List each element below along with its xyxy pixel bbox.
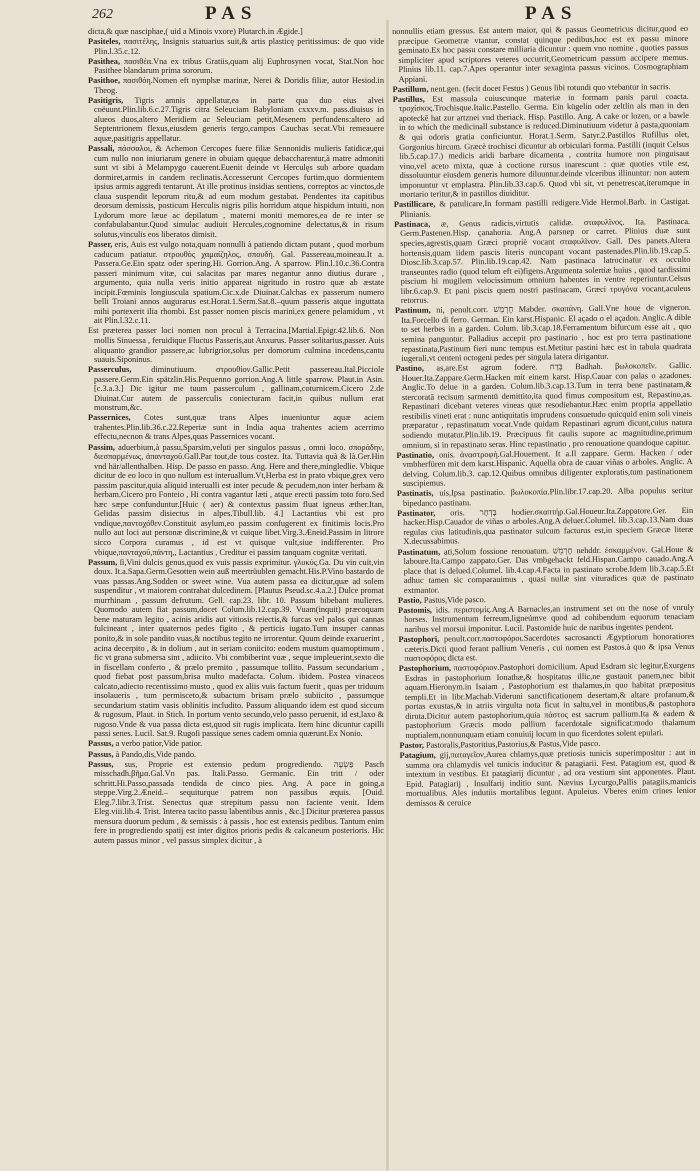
entry-headword: Pastophori, — [398, 634, 440, 644]
dictionary-entry — [88, 326, 384, 364]
dictionary-entry — [88, 760, 384, 846]
dictionary-entry — [393, 92, 690, 200]
entry-headword: Pasithea, — [88, 56, 121, 66]
entry-text: aduerbium,à passu,Sparsim,veluti per singulos passus , omni loco. σποράδην, διεσπαρμένως, ἁπανταχοῦ.Gall.Par tout,de tous costez. Ita. Tuttavia quà & là.Ger.Hin vnd här/allenthalben. Hisp. De passo en passo. Ang. Here and there,mingledlie. Vbique dicitur de eo loco in quo nullum est interuallum.Vt,Herba est in prato vbique,grex vero passim pascitur,quia aliquid interualli est inter pecude & pecudem,non inter herbam & herbam.Cicero pro Fonteio , Hi contra vagantur læti , atque erecti passim toto foro.Sed hæc sæpe confunduntur.[Huic ( aer) & contextus passim fluat igneus æther.Itan, Gelidas passim disiectus in alpes.Tibull.lib. 4.] Lactantius vbi est pro vndique,παντοχόθεν.Constituit asylum,eo passim confugerent ex finitimis locis.Pro nullo aut loci aut personæ discrimine,& vt cuique libet.Virg.3.Æneid.Passim in litrore sicco Corpora curamus , id est vt quisque vult,siue indifferenter. Pro vbique,πανταχοῦ,πάντη,, Lactantius , Creditur ei passim tanquam cognitæ veritati. — [94, 442, 384, 557]
entry-text: à Pando,dis,Vide pando. — [115, 749, 197, 759]
dictionary-entry — [88, 57, 384, 76]
entry-text: onis. ἀναστροφὴ.Gal.Houement. It a.Il zappare. Germ. Hacken / oder vmbherfüren mit dem karst.Hispanic. Aquella obra de cauar viñas o arboles. Anglic. A delving. Colum.lib.3. cap.12.Quibus omnibus diligenter exploratis,tum pastinationem suscipiemus. — [402, 447, 693, 489]
dictionary-entry — [88, 558, 384, 739]
dictionary-entry — [398, 632, 694, 664]
dictionary-entry — [88, 76, 384, 95]
dictionary-entry — [395, 303, 692, 363]
running-title-left: PAS — [205, 3, 258, 24]
entry-headword: Passus, — [88, 759, 114, 769]
entry-headword: Passernices, — [88, 413, 131, 423]
entry-text: & patulicare,In formam pastilli redigere.Vide Hermol.Barb. in Castigat. Plinianis. — [399, 197, 690, 219]
entry-text: nent.gen. (fecit docet Festus ) Genus libi rotundi quo vtebantur in sacris. — [430, 81, 671, 94]
left-column — [88, 27, 384, 1162]
entry-text: Cotes sunt,quæ trans Alpes inueniuntur aquæ aciem trahentes.Plin.lib.36.c.22.Reperiæ sunt in India aqua trahentes aciem acerrimo effectu,necnon & trans Alpes,quas Passernices vocant. — [94, 413, 384, 442]
dictionary-entry — [394, 197, 690, 219]
entry-text: idis. περιστομίς.Ang.A Barnacles,an instrument set on the nose of vnruly horses. Instrumentum ferreum,ligneúmve quod ad cohibendum equorum tenaciam naribus vel morsui imponitur. Lucil. Pastomide huic de naribus ingentes pendent. — [404, 602, 695, 634]
entry-headword: Pastinatum, — [397, 547, 441, 557]
entry-headword: Pastillicare, — [393, 199, 436, 210]
entry-text: Est præterea passer loci nomen non procul à Terracina.[Martial.Epigr.42.lib.6. Non mollis Sinuessa , feruidique Fluctus Passeris,aut Anxurus. Passer solitarius,passer. Auis aliquanto grandior passere,ac lubrigrior,solus per domorum culmina incedens,cantu suauis.Siponinus. — [88, 326, 384, 365]
entry-headword: Passus, — [88, 739, 114, 749]
dictionary-entry — [397, 544, 693, 595]
entry-headword: Pastillum, — [392, 84, 429, 94]
entry-headword: Passus, — [88, 749, 114, 759]
dictionary-entry — [88, 443, 384, 558]
entry-headword: Passer, — [88, 240, 113, 250]
entry-headword: Pastino, — [395, 363, 424, 374]
entry-headword: Pastillus, — [392, 94, 425, 104]
entry-text: uis,Ipsa pastinatio. βωλοκοπία.Plin.libr.17.cap.20. Alba populus seritur bipedanco pastinatu. — [402, 486, 693, 508]
entry-headword: Passim, — [88, 442, 115, 452]
entry-text: Tigris amnis appellatur,ea in parte qua duo eius alvei coëuunt.Plin.lib.6.c.27.Tigris citra Seleuciam Babyloniam cxxxv.m. pass.diuisus in alueos duos,altero Meridiem ac Seleuciam petit,Mesenem perfundens:altero ad Septentrionem flexus,eiusdem generis tergo,campos Cauchas secat.Vbi remeauere aquæ,pasitigris appellatur. — [94, 95, 384, 144]
dictionary-entry — [394, 217, 691, 306]
dictionary-entry — [397, 486, 693, 508]
entry-headword: Pastinum, — [394, 305, 431, 316]
right-column — [392, 24, 700, 1162]
dictionary-entry — [396, 447, 692, 488]
entry-headword: Patagium, — [399, 750, 436, 760]
entry-headword: Pasitigris, — [88, 95, 124, 105]
entry-headword: Passerculus, — [88, 365, 132, 375]
dictionary-entry — [88, 144, 384, 239]
dictionary-entry — [88, 96, 384, 144]
column-gutter — [386, 20, 389, 1170]
entry-text: ſi,Vini dulcis genus,quod ex vuis passis exprimitur. γλυκύς.Ga. Du vin cuit,vin doux. It.a.Sapa.Germ.Gesotten wein auß meertrüublen gemacht.His.P.Vino bastardo de vuas passas.Ang.Sodden or sweet wine. Vua autem passa ea dicitur,quæ ad solem suspenditur , vt maiorem contrahat dulcedinem. [Plautus Pseud.sc.4.a.2.] Dulce promat murrhinam , passum defrutum. Gell. cap.23. libr. 10. Passum bibebant mulieres. Quomodo autem fiat passum,docet Colum.lib.12.cap.39. Vuam(inquit) præcoquam bene maturam legito , acinis aridis aut vitiosis reiectis,& furcas vel palos qui cannas fulcineant , inter quaternos pedes figito , & perticis iugato.Tum insuper cannas ponito,& in sole pandito vuas,& noctibus tegito ne irrorentur. Quum deinde exaruerint , acina decerpito , & in dolium , aut in seriam coniicito: eodem mustum quamoptimum , fic vt grana submersa sint , adiicito. Vbi combiberint vuæ , seque impleuerint,sexto die in fiscellam conferto , & prælo premito , passumque tollito. Passum secundarium , quod fiebat post passum,brisa multo madefacta. Colum. ibidem. Postea vinaceos calcato,adiecto recentissimo musto , quod ex aliis vuis factum fuerit , quas per triduum insolaueris , tum permisceto,& subactum brisam prælo subiicito , passumque secundarium statim vasis oblinitis includito. Passum aliquando idem est quod siccum & rugosum, Plaut. in Stich. In portum vento secundo,velo passo peruenit, id est,laxo & rugoso.Vnde & vua passa dicta est,quod sit rugis implicata. Item hinc dicuntur capilli passi senes. Lucil. Sat.9. Rugoſi passique senes cadem omnia quærunt.Ex Nonio. — [94, 557, 384, 739]
entry-text: Pastoralis,Pastoritius,Pastorius,& Pastus,Vide pasco. — [425, 738, 601, 750]
dictionary-entry — [88, 240, 384, 326]
entry-headword: Pastinatis, — [396, 488, 434, 499]
entry-text: ni, penult.corr. חֶרְמֵשׁ Mabder. σκαπάνη. Gall.Vne houe de vigneron. Ita.Forcello di ferro. German. Ein karst.Hispanic. El açado o el açadon. Anglic.A dible to set herbes in a garden. Colum. lib.3.cap.18.Ferramentum bifurcum esse ait , quo semina panguntur. Palladius accepit pro pastinario , hoc est pro terra pastinatione repastinata,Pastinum fieri nunc tempus est.Metitur pastini hæc est in tabula quadrata iugerali,vt centeni octogeni pedes per singula latera dirigantur. — [401, 303, 692, 364]
running-title-right: PAS — [525, 3, 578, 24]
entry-text: a verbo patior,Vide patior. — [115, 739, 203, 749]
entry-headword: Pasithoe, — [88, 76, 121, 86]
entry-text: πάσσαλοι, & Achemon Cercopes fuere filiæ Sennonidis mulieris fatidicæ,qui cum nullo non iniuriarum genere in obuiam quęque debaccharentur,à matre admoniti sunt vt sibi à Melampygo cauerent.Euenit deinde vt Herculęs sub arbore quadam dormiret,armis in candem reclinatis.Accesserunt Cercopes furtim,quo dormientem ipsius armis aggredi tentarunt. At ille protinus insidias sentiens, correptos ac vinctos,de claua suspendit leporum ritu,& ad eum modum gestabat. Pendentes ita capitibus deorsum demissis, posticum Herculis nigris pilis horridum atque hispidum intuiti, non Lydorum more læue ac depilatum , materni moniti memores,ea de re inter se confabulabantur.Quod simulac audiuit Hercules,cognomine delectatus,& in risum solutus,vinculis eos liberatos dimisit. — [94, 144, 384, 239]
entry-text: penult.corr.παστοφόροι.Sacerdotes sacrosancti Ægyptiorum honoratiores cæteris.Dicti quod ferant pallium Veneris , cui nomen est Pastos.à quo & ipsa Venus παστοφόρος dicta est. — [404, 631, 695, 663]
dictionary-entry — [88, 413, 384, 442]
entry-headword: Pastio, — [397, 595, 422, 605]
entry-text: gij,παταγεῖον,Aurea chlamys,quæ pretiosis tunicis superimpositur : aut in summa ora chlamydis vel tunicis inducitur & patagiarii. Fest. Patagium est, quod & intextum in vestibus. Et patagiarij dicuntur , ad ora vestium sint apponentes. Plaut. Epid. Patagiarij , Insulfarij inditio sunt. Nævius Lycurgo,Pallis patagiis,manicis mortualibus. Ales indutiis mortalibus legunt. Apuleius. Vberes enim crines lenior demissos & ceruice — [405, 747, 697, 808]
entry-text: παστοφόριον.Pastophori domicilium. Apud Esdram sic legitur,Exurgens Esdras in pastophorium Ionathæ,& hospitatus illic,ne gustauit panem,nec bibit aquam.Hieronym.in Isaiam , Pastophorium est thalamus,in quo habitat præpositus templi.Et in libr.Machab.Videruni sanctificationem desertam,& altare profanum,& portas exustas,& in atriis virgulta nota ficut in saltu,vel in montibus,& pastophora diruta.Dicitur autem pastophorium,quia πάστος est sacrum pallium.Ita & eadem & pastophorium Græcis modo pallium facerdotale significat:modo thalamum nuptialem,nonnunquam etiam conuiuij locum in quo ficerdotes solent epulari. — [404, 660, 696, 740]
dictionary-entry — [88, 739, 384, 749]
entry-text: nonnullis etiam gressus. Est autem maior, qui & passus Geometricus dicitur,quod eo præcipue Geometræ vtantur, constat quinque pedibus,hoc est ex passu minore geminato.Ex hoc passu constare milliaria dicuntur : quem vno nomine , quoties passus simpliciter apud scriptores veteres occurrit,Geometricum passum accipere memus. Plinius lib.11. cap.7.Apes operantur inter sexaginta passus vicinos. Cosmographiam Appiani. — [392, 23, 689, 84]
dictionary-entry — [398, 603, 694, 635]
page-number: 262 — [92, 7, 113, 22]
dictionary-entry — [396, 361, 693, 450]
dictionary-entry — [399, 661, 696, 740]
dictionary-entry — [400, 748, 697, 808]
entry-headword: Pastinator, — [397, 508, 436, 518]
dictionary-entry — [88, 365, 384, 413]
entry-headword: Pastor, — [399, 740, 424, 750]
entry-text: Est massula cuiuscunque materiæ in formam panis parui coacta. τροχίσκος.Trochisque.Italic.Pastello. Germa. Ein kügelin oder zeltlin als man in den apoteckē hat zur artznei vnd theriack. Hisp. Pastillo. Ang. A cake or lozen, or a bawle in to which the medicinall substance is reduced.Diminutiuum videtur à pasta,quoniam & qui odoris gratia conficiuntur. Horat.1.Serm. Satyr.2.Pastillos Rufillus olet, Gorgonius hircum. Græcè trochisci dicuntur ab orbiculari forma. Pastilli (inquit Celsus lib.5.cap.17.) medicis aridi barbare dicamenta , contrita humore non pinguisaut vino,vel aceto mixta, quæ à coctione rursus inarescunt : quæ quoties vtile est, dissoluuntur eiusdem generis humore diluuntur.deinde vlceribus illinuntur: non autem imponuntur vt emplastra. Plin.lib.33.cap.6. Quod vbi sit, vt penetrescat,iterumque in mortario teritur,& in pastillos diuiditur. — [398, 91, 690, 200]
entry-headword: Pastophorium, — [398, 663, 452, 674]
entry-headword: Passali, — [88, 144, 115, 154]
entry-text: eris, Auis est vulgo nota,quam nonnulli à patiendo dictam putant , quod morbum caducum patiatur. στρουθὸς χαμαίζηλος, σπουδὴ. Gal. Passereau,moineau.It a. Passera.Ge.Ein spatz oder spering.Hi. Gorrion.Ang. A sparrow. Plin.l.10.c.36.Contra passeri minimum vitæ, cui salacitas par mares negantur anno diutius durare , argumento, quia nulla veris initio appareat nigritudo in rostro quæ ab æstate incipit.Fœminis longiuscula spatium.Cic.x.de Diuinat.Calchas ex passerum numero belli Troiani annos augurarus est.Horat.1.Serm.Sat.8.–quum passeris atque inguttata mihi portexerit ilia rhombi. Est passer nomen piscis marini,ex genere pelamidum , vt ait Plin.l.32.c.11. — [94, 240, 384, 326]
entry-text: Pastus,Vide pasco. — [423, 594, 486, 605]
dictionary-entry — [392, 24, 689, 84]
entry-headword: Passum, — [88, 557, 118, 567]
dictionary-entry — [88, 37, 384, 56]
entry-headword: Pastinatio, — [396, 450, 435, 460]
dictionary-entry — [397, 506, 693, 547]
entry-text: πασιτέλης, Insignis statuarius suit,& artis plasticę peritissimus: de quo vide Plin.l.35.c.12. — [94, 37, 384, 56]
entry-headword: Pastinaca, — [394, 219, 431, 229]
entry-text: dicta,& quæ nasciphae,( uid a Minois vxore) Plutarch.in Ægide.] — [88, 27, 303, 36]
dictionary-entry — [88, 750, 384, 760]
dictionary-entry — [88, 27, 384, 37]
entry-text: sus, Proprie est extensio pedum progrediendo. פַּשְׂעָה Pasch misschadh.βῆμα.Gal.Vn pas. Itali.Passo. Germanic. Ein tritt / oder schritt.Hi.Passo,passada tendida de cinco pies. Ang. A pace in going,a steppe.Virg.2.Æneid.– sequiturque patrem non passibus æquis. [Ouid. Eleg.7.libr.3.Trist. Senectus quæ strepitum passu non faciente venit. Idem Eleg.viii.lib.4. Trist. Interea tacito passu labentibus annis , &c.] Dicitur præterea passus mensura duorum pedum , & semissis : à passis , hoc est extensis pedibus. Tantum enim fere in progrediendo spatij est inter digitos prioris pedis & calcaneum posterioris. Hic autem passus minor , vel passus simplex dicitur , à — [94, 759, 384, 845]
entry-text: πασιθόη.Nomen eft nymphæ marinæ, Nerei & Doridis filiæ, autor Hesiod.in Theog. — [94, 76, 384, 95]
entry-text: as,are.Est agrum fodere. בָּדַח Badhah. βωλοκοπεῖν. Gallic. Houer.Ita.Zappare.Germ.Hacken mit einem karst. Hisp.Cauar con palas o azadones. Anglic.To delue in a garden. Colum.lib.3.cap.13.Tum in terra bene pastinatam,& stercoratā recisum sarmentū demittito,ita quod fimus compositum est, Repastino,as. Repastinari dicebant veteres vineas quæ resodiebantur.Hæc enim propria appellatio restibilis vineti erat : nunc antiquitatis imprudens consuetudo quicquid enim soli vineis præparatur , repastinatum vocat.Vnde quidam Repastinari agrum dicunt,cuius natura sodiendo mutatur.Plin.lib.19. Præcipuus fit caulis supore ac magnitudine,primum omnium, si in repastinato seras. Hinc repastinatio , pro renouatione quandoque capitur. — [401, 361, 693, 450]
entry-text: oris. בָּדְחָר hodier.σκαπτήρ.Gal.Houeur.Ita.Zappatore.Ger. Ein hacker.Hisp.Cauador de viñas o arboles.Ang.A deluer.Columel. lib.3.cap.13.Nam duas regulas cius latitudinis,qua pastinator sulcum facturus est,in speciem Græcæ literæ X.decussabimus. — [403, 505, 694, 547]
entry-headword: Pastomis, — [398, 605, 433, 615]
entry-text: πασιθέα.Vna ex tribus Gratiis,quam alij Euphrosynen vocat, Stat.Non hoc Pasithee blandarum prima sororum. — [94, 56, 384, 76]
entry-text: ati,Solum fossione renouatum. חֶרְמֵשׁ nehddr. ἐσκαμμένον. Gal.Houe & laboure.Ita.Campo zappato.Ger. Das vmbgehackt feld.Hispan.Campo cauado.Ang.A place that is delued.Columel. lib.4.cap.4.Facta in pastinato scrobe.Idem lib.3.cap.5.Et adhuc tamen sic comparauimus , quasi nullæ sint vituradices quæ de pastinato extmantor. — [403, 544, 694, 595]
entry-headword: Pasiteles, — [88, 37, 121, 47]
entry-text: æ, Genus radicis,virtutis calidæ. σταφυλῖνος. Ita. Pastinaca. Germ.Pastenen.Hisp. çanahoria. Ang.A parsnep or carret. Plinius duæ sunt species,agrestis,quam Græci propriè vocant σταφυλῖνον. Gall. Des panets.Altera hortensis,quam iidem pascis literis nuncupant vocant pastenades.Plin.lib.19.cap.5. Diosc.lib.3.cap.57. Plin.lib.19.cap.42. Nam pastinaca latrocinatur ex occulto transeuntes radio (quod telum eft ei)figens.Argumenta solertiæ huius , quod tardissimi piscium hi mugilem velocissimum omnium habentes in ventre reperiuntur.Celsus libr.6.cap.9. Et pani piscis quem nostri pastinacam, Græci τρυγόνα vocant,aculeus retorrus. — [400, 216, 691, 306]
entry-text: diminutiuum. στρουθίον.Gallic.Petit passereau.Ital.Picciole passere.Germ.Ein spätzlin.His.Pequenno gorrion.Ang.A little sparrow. Plaut.in Asin.[c.3.a.3.] Dic igitur me tuum passerculum , gallinam,coturnicem.Cicero 2.de Diuinat.Cur autem de passerculis coniecturam facit,in quibus nullum erat monstrum,&c. — [94, 365, 384, 413]
